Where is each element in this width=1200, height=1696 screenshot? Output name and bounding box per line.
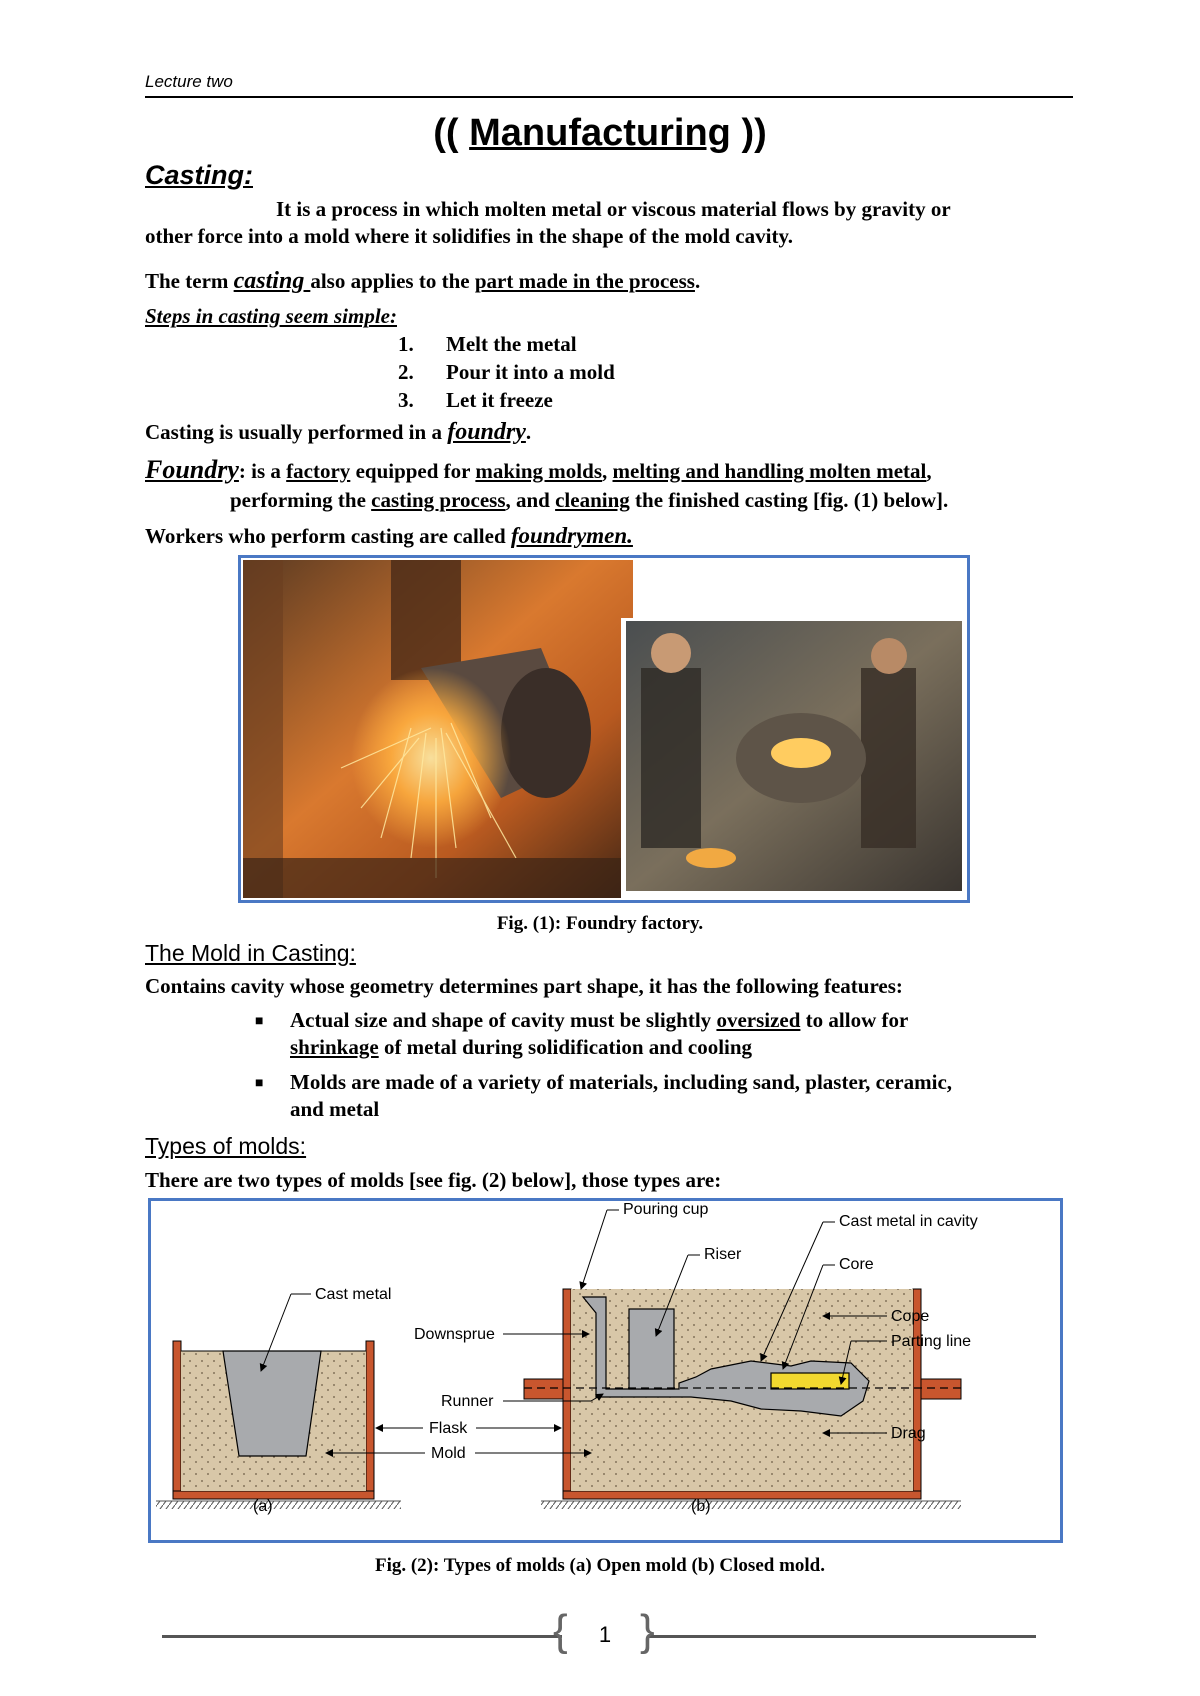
figure-2-caption: Fig. (2): Types of molds (a) Open mold (b) Closed mold. bbox=[374, 1555, 826, 1576]
step-number: 2. bbox=[398, 360, 414, 384]
label-riser: Riser bbox=[704, 1246, 742, 1263]
footer-brace-left: { bbox=[553, 1606, 568, 1655]
footer-rule-right bbox=[648, 1635, 1036, 1638]
step-number: 1. bbox=[398, 332, 414, 356]
foundrymen-sentence bbox=[145, 522, 633, 550]
worker-silhouette bbox=[641, 668, 701, 848]
label-cast-metal: Cast metal bbox=[315, 1286, 392, 1303]
step-text: Let it freeze bbox=[446, 388, 553, 412]
label-cope: Cope bbox=[891, 1308, 930, 1325]
foundry-definition-line1 bbox=[145, 456, 932, 485]
mold-heading: The Mold in Casting: bbox=[145, 940, 356, 966]
workers-text: Workers who perform casting are called bbox=[145, 524, 511, 548]
title-close: )) bbox=[741, 112, 767, 154]
foundry-t5: , and bbox=[505, 488, 556, 512]
foundry-t3: , bbox=[926, 459, 932, 483]
mold-feature-1 bbox=[290, 1006, 1066, 1034]
foundry-word: foundry bbox=[447, 419, 526, 445]
casting-heading: Casting: bbox=[145, 160, 253, 190]
casting-definition-line1: It is a process in which molten metal or viscous material flows by gravity or bbox=[276, 197, 951, 221]
foundry-sentence bbox=[145, 418, 531, 446]
foundry-cleaning: cleaning bbox=[555, 488, 630, 512]
types-heading: Types of molds: bbox=[145, 1133, 307, 1159]
foundry-t1: equipped for bbox=[350, 459, 476, 483]
label-b: (b) bbox=[691, 1498, 711, 1515]
label-cast-metal-in-cavity: Cast metal in cavity bbox=[839, 1213, 978, 1230]
foundry-t2: , bbox=[602, 459, 613, 483]
foundry-making-molds: making molds bbox=[475, 459, 602, 483]
figure-1-frame bbox=[238, 555, 970, 903]
feature1-c: of metal during solidification and cooling bbox=[378, 1035, 753, 1059]
feature1-oversized: oversized bbox=[716, 1008, 801, 1032]
label-runner: Runner bbox=[441, 1393, 494, 1410]
core-shape bbox=[771, 1373, 849, 1389]
foundry-t0: : is a bbox=[238, 459, 287, 483]
label-flask: Flask bbox=[429, 1420, 468, 1437]
steps-list bbox=[398, 330, 615, 414]
foundry-melting: melting and handling molten metal bbox=[612, 459, 927, 483]
footer-rule-left bbox=[162, 1635, 562, 1638]
step-item bbox=[398, 330, 615, 358]
bullet-icon: ■ bbox=[255, 1014, 264, 1029]
label-downsprue: Downsprue bbox=[414, 1326, 495, 1343]
term-part-made: part made in the process bbox=[474, 269, 695, 293]
term-text-c: . bbox=[694, 269, 701, 293]
term-text-a: The term bbox=[145, 269, 234, 293]
foundry-definition-line2 bbox=[230, 486, 948, 514]
page-title bbox=[0, 112, 1200, 155]
figure-2-frame bbox=[148, 1198, 1063, 1543]
mold-diagram bbox=[151, 1201, 1060, 1540]
term-text-b: also applies to the bbox=[310, 269, 475, 293]
mold-feature-2-line2: and metal bbox=[290, 1097, 380, 1121]
label-mold: Mold bbox=[431, 1445, 466, 1462]
feature1-shrinkage: shrinkage bbox=[290, 1035, 379, 1059]
header-rule bbox=[145, 96, 1073, 98]
foundry-factory: factory bbox=[286, 459, 351, 483]
foundrymen-word: foundrymen. bbox=[510, 523, 633, 548]
label-parting-line: Parting line bbox=[891, 1333, 972, 1350]
step-number: 3. bbox=[398, 388, 414, 412]
lecture-label: Lecture two bbox=[145, 72, 233, 91]
step-item bbox=[398, 386, 615, 414]
label-a: (a) bbox=[253, 1498, 273, 1515]
figure-1-caption: Fig. (1): Foundry factory. bbox=[496, 913, 704, 934]
feature1-a: Actual size and shape of cavity must be slightly bbox=[290, 1008, 717, 1032]
mold-feature-2: Molds are made of a variety of materials, including sand, plaster, ceramic, bbox=[290, 1070, 953, 1094]
page-number: 1 bbox=[598, 1622, 612, 1647]
label-pouring-cup: Pouring cup bbox=[623, 1201, 709, 1218]
bullet-icon: ■ bbox=[255, 1076, 264, 1091]
foundry-sentence-a: Casting is usually performed in a bbox=[145, 420, 448, 444]
step-item bbox=[398, 358, 615, 386]
footer-brace-right: } bbox=[640, 1606, 655, 1655]
foundry-t6: the finished casting [fig. (1) below]. bbox=[629, 488, 949, 512]
mold-intro: Contains cavity whose geometry determines part shape, it has the following features: bbox=[145, 974, 903, 998]
foundry-casting-process: casting process bbox=[371, 488, 506, 512]
types-intro: There are two types of molds [see fig. (2) below], those types are: bbox=[145, 1168, 722, 1192]
casting-definition-line2: other force into a mold where it solidifies in the shape of the mold cavity. bbox=[145, 224, 794, 248]
step-text: Pour it into a mold bbox=[446, 360, 615, 384]
step-text: Melt the metal bbox=[446, 332, 577, 356]
title-word: Manufacturing bbox=[469, 112, 731, 154]
mold-feature-1-line2 bbox=[290, 1033, 752, 1061]
feature1-b: to allow for bbox=[800, 1008, 909, 1032]
term-casting-word: casting bbox=[233, 268, 311, 294]
foundry-sentence-b: . bbox=[525, 420, 532, 444]
label-drag: Drag bbox=[891, 1425, 926, 1442]
steps-heading: Steps in casting seem simple: bbox=[145, 304, 397, 328]
casting-term-sentence bbox=[145, 267, 700, 295]
foundry-t4: performing the bbox=[230, 488, 372, 512]
title-open: (( bbox=[433, 112, 459, 154]
label-core: Core bbox=[839, 1256, 874, 1273]
foundry-term: Foundry bbox=[145, 455, 239, 484]
open-mold bbox=[173, 1341, 374, 1499]
foundry-photos bbox=[241, 558, 967, 900]
